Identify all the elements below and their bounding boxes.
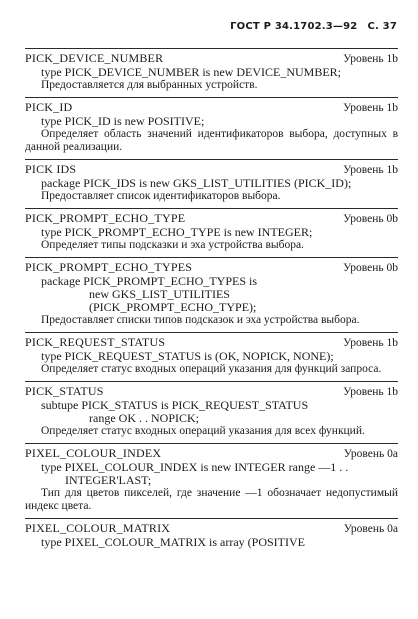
entry-level: Уровень 0a [343,523,398,535]
entry-level: Уровень 0b [343,213,398,225]
entry-level: Уровень 1b [343,337,398,349]
code-line: type PICK_DEVICE_NUMBER is new DEVICE_NUMBER; [41,65,341,79]
definition-entry [25,381,398,438]
entry-description: Определяет статус входных операций указания для всех функций. [41,425,365,437]
code-line: type PICK_PROMPT_ECHO_TYPE is new INTEGER; [41,225,313,239]
entry-name: PICK IDS [25,162,77,176]
definition-entry [25,159,398,203]
entry-description: Определяет область значений идентификаторов выбора, доступных в данной реализации. [25,128,398,153]
code-line: package PICK_IDS is new GKS_LIST_UTILITIES (PICK_ID); [41,176,352,190]
definition-entry [25,443,398,513]
code-line: (PICK_PROMPT_ECHO_TYPE); [89,300,257,314]
code-line: package PICK_PROMPT_ECHO_TYPES is [41,274,258,288]
entry-level: Уровень 1b [343,386,398,398]
entry-head [25,163,398,177]
code-line: type PICK_REQUEST_STATUS is (OK, NOPICK, NONE); [41,349,334,363]
definition-entry [25,518,398,549]
entry-head [25,101,398,115]
code-line: type PICK_ID is new POSITIVE; [41,114,205,128]
code-line: range OK . . NOPICK; [89,411,199,425]
definition-entry [25,97,398,154]
entry-head [25,447,398,461]
entry-level: Уровень 0a [343,448,398,460]
entry-head [25,336,398,350]
entry-name: PIXEL_COLOUR_INDEX [25,446,162,460]
entry-level: Уровень 0b [343,262,398,274]
entry-name: PICK_DEVICE_NUMBER [25,51,164,65]
code-line: type PIXEL_COLOUR_INDEX is new INTEGER range —1 . . [41,460,349,474]
code-line: type PIXEL_COLOUR_MATRIX is array (POSITIVE [41,535,305,549]
entry-head [25,261,398,275]
entry-description: Определяет статус входных операций указания для функций запроса. [41,363,382,375]
entry-head [25,212,398,226]
page-header [0,21,397,32]
entry-name: PIXEL_COLOUR_MATRIX [25,521,171,535]
code-line: subtupe PICK_STATUS is PICK_REQUEST_STATUS [41,398,309,412]
entry-description: Предоставляет списки типов подсказок и эха устройства выбора. [41,314,360,326]
entry-head [25,52,398,66]
entry-description: Предоставляется для выбранных устройств. [41,79,258,91]
entry-level: Уровень 1b [343,164,398,176]
entry-description: Предоставляет список идентификаторов выбора. [41,190,281,202]
entry-name: PICK_PROMPT_ECHO_TYPE [25,211,186,225]
definition-entry [25,48,398,92]
page-number: С. 37 [367,21,397,32]
code-line: new GKS_LIST_UTILITIES [89,287,230,301]
definition-entry [25,332,398,376]
definitions-list [25,48,398,554]
entry-name: PICK_REQUEST_STATUS [25,335,166,349]
entry-head [25,385,398,399]
entry-head [25,522,398,536]
entry-level: Уровень 1b [343,53,398,65]
definition-entry [25,208,398,252]
definition-entry [25,257,398,327]
entry-name: PICK_ID [25,100,73,114]
code-line: INTEGER'LAST; [65,473,152,487]
entry-name: PICK_PROMPT_ECHO_TYPES [25,260,193,274]
standard-number: ГОСТ Р 34.1702.3—92 [230,21,358,32]
entry-name: PICK_STATUS [25,384,104,398]
entry-description: Определяет типы подсказки и эха устройства выбора. [41,239,304,251]
entry-level: Уровень 1b [343,102,398,114]
entry-description: Тип для цветов пикселей, где значение —1 обозначает недопустимый индекс цвета. [25,487,398,512]
